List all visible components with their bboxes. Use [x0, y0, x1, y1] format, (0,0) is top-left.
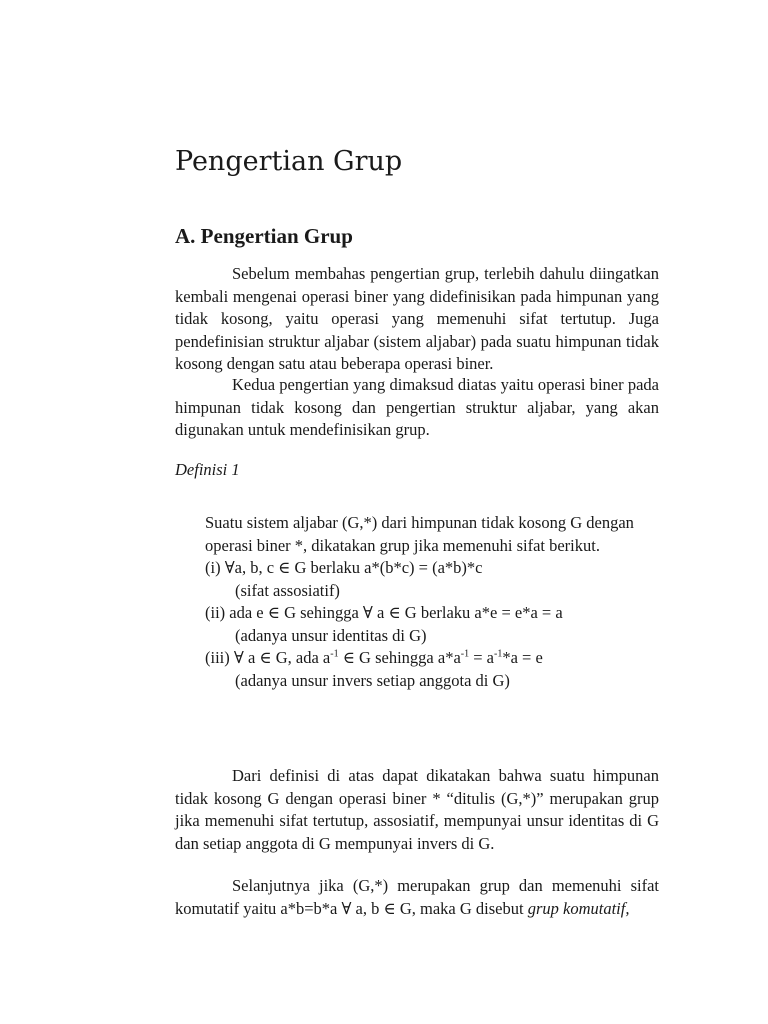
definition-note-2: (adanya unsur identitas di G): [235, 625, 427, 645]
definition-block: [205, 512, 635, 692]
definition-intro: Suatu sistem aljabar (G,*) dari himpunan tidak kosong G dengan operasi biner *, dikatakan grup jika memenuhi sifat berikut.: [205, 513, 634, 555]
definition-item-3: [205, 647, 635, 670]
item-3-part-a: (iii) ∀ a ∈ G, ada a: [205, 648, 331, 667]
definition-note-1: (sifat assosiatif): [235, 580, 340, 600]
definition-note-3: (adanya unsur invers setiap anggota di G): [235, 670, 510, 690]
inverse-superscript: -1: [460, 648, 470, 660]
item-3-part-d: *a = e: [502, 648, 543, 667]
definition-item-2: (ii) ada e ∈ G sehingga ∀ a ∈ G berlaku a*e = e*a = a: [205, 603, 563, 622]
paragraph-fourth: [175, 875, 659, 920]
section-heading: A. Pengertian Grup: [175, 224, 353, 248]
paragraph-second: Kedua pengertian yang dimaksud diatas yaitu operasi biner pada himpunan tidak kosong dan pengertian struktur aljabar, yang akan digunakan untuk mendefinisikan grup.: [175, 375, 659, 439]
item-3-part-c: = a: [469, 648, 495, 667]
inverse-superscript: -1: [330, 648, 339, 660]
emphasized-term: grup komutatif,: [527, 898, 630, 918]
definition-item-1: (i) ∀a, b, c ∈ G berlaku a*(b*c) = (a*b)*c: [205, 558, 483, 577]
page-title: Pengertian Grup: [175, 146, 403, 177]
item-3-part-b: ∈ G sehingga a*a: [338, 648, 461, 667]
inverse-superscript: -1: [494, 648, 503, 660]
paragraph-intro: Sebelum membahas pengertian grup, terlebih dahulu diingatkan kembali mengenai operasi biner yang didefinisikan pada himpunan yang tidak kosong, yaitu operasi yang memenuhi sifat tertutup. Juga pendefinisian struktur aljabar (sistem aljabar) pada suatu himpunan tidak kosong dengan satu atau beberapa operasi biner.: [175, 264, 659, 373]
definition-label: Definisi 1: [175, 460, 240, 479]
paragraph-third: Dari definisi di atas dapat dikatakan bahwa suatu himpunan tidak kosong G dengan operasi biner * “ditulis (G,*)” merupakan grup jika memenuhi sifat tertutup, assosiatif, mempunyai unsur identitas di G dan setiap anggota di G mempunyai invers di G.: [175, 766, 659, 853]
paragraph-fourth-text: Selanjutnya jika (G,*) merupakan grup dan memenuhi sifat komutatif yaitu a*b=b*a ∀ a, b ∈ G, maka G disebut: [175, 876, 659, 918]
